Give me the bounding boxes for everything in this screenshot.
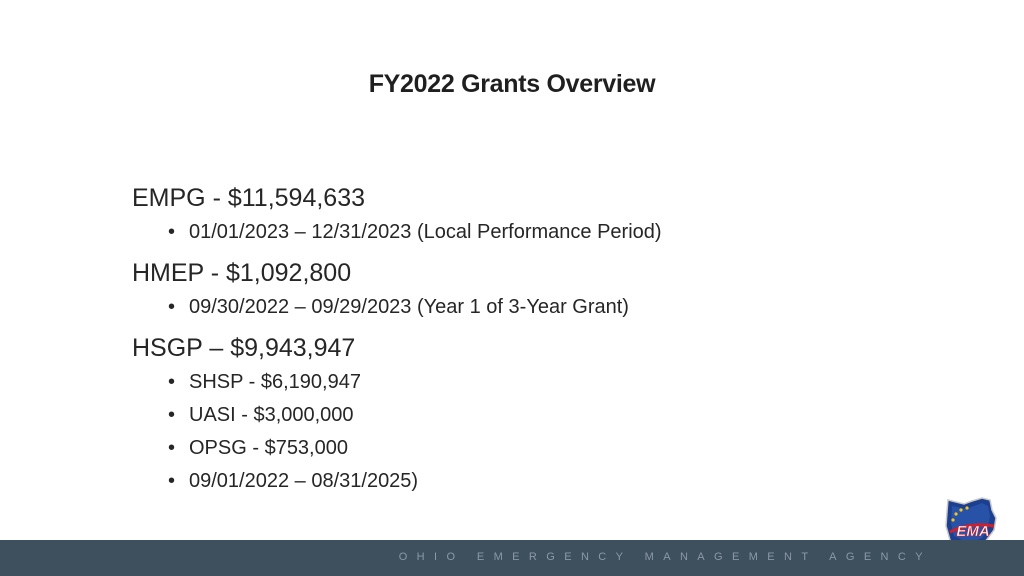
slide-title: FY2022 Grants Overview xyxy=(368,70,656,98)
list-item-text: SHSP - $6,190,947 xyxy=(189,371,361,393)
list-item xyxy=(168,366,892,399)
footer-bar xyxy=(0,540,1024,576)
list-item-text: 01/01/2023 – 12/31/2023 (Local Performance Period) xyxy=(189,221,662,243)
list-item xyxy=(168,291,892,324)
grant-details-hsgp xyxy=(132,366,892,498)
grant-heading-hmep: HMEP - $1,092,800 xyxy=(132,259,352,287)
bullet-icon: • xyxy=(168,296,176,318)
list-item-text: 09/30/2022 – 09/29/2023 (Year 1 of 3-Year Grant) xyxy=(189,296,629,318)
grant-details-hmep xyxy=(132,291,892,324)
grant-heading-hsgp: HSGP – $9,943,947 xyxy=(132,334,356,362)
bullet-icon: • xyxy=(168,404,176,426)
slide-content xyxy=(132,180,892,504)
list-item xyxy=(168,399,892,432)
footer-agency-name: OHIO EMERGENCY MANAGEMENT AGENCY xyxy=(398,551,932,563)
list-item xyxy=(168,432,892,465)
list-item xyxy=(168,465,892,498)
bullet-icon: • xyxy=(168,470,176,492)
bullet-icon: • xyxy=(168,371,176,393)
list-item-text: OPSG - $753,000 xyxy=(189,437,348,459)
list-item-text: 09/01/2022 – 08/31/2025) xyxy=(189,470,419,492)
bullet-icon: • xyxy=(168,437,176,459)
list-item-text: UASI - $3,000,000 xyxy=(189,404,354,426)
grant-heading-empg: EMPG - $11,594,633 xyxy=(132,184,366,212)
grant-details-empg xyxy=(132,216,892,249)
list-item xyxy=(168,216,892,249)
bullet-icon: • xyxy=(168,221,176,243)
logo-text: EMA xyxy=(956,523,990,540)
